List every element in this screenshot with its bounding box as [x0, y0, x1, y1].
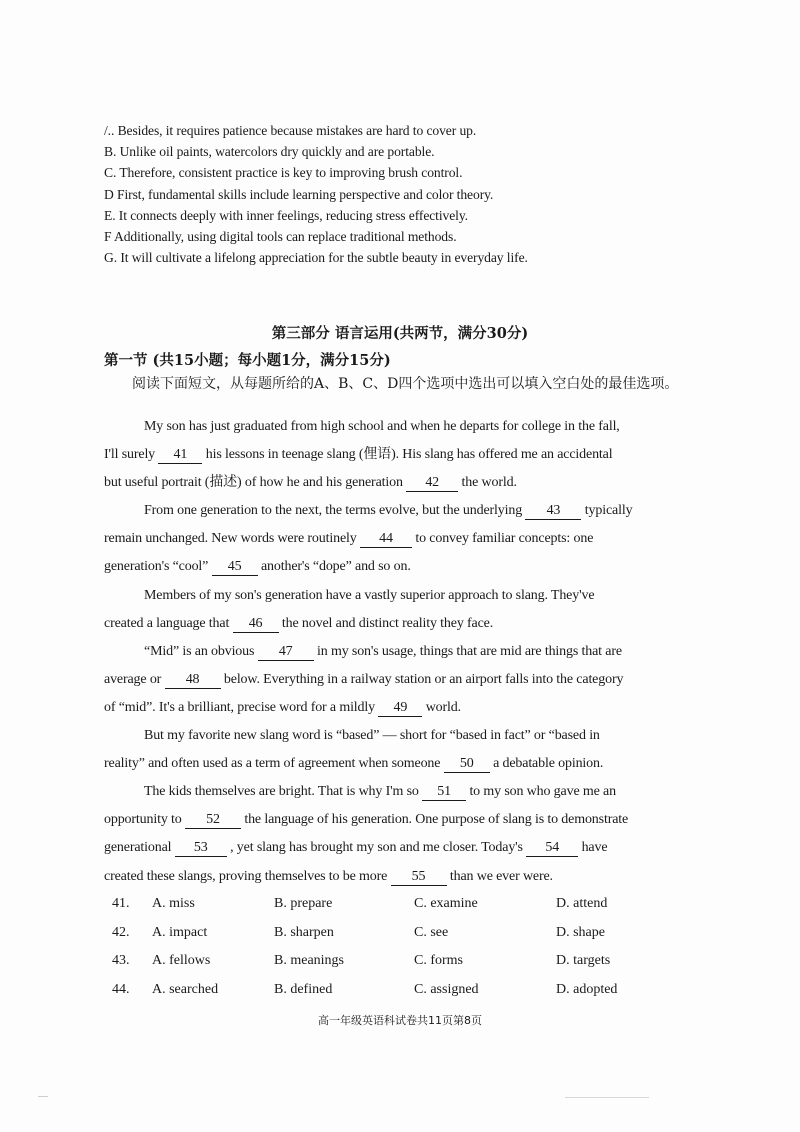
question-row — [112, 947, 672, 976]
passage-text: The kids themselves are bright. That is why I'm so — [144, 784, 419, 800]
blank-54[interactable]: 54 — [526, 840, 578, 857]
passage-line — [104, 497, 696, 525]
choice-d[interactable]: D. adopted — [556, 982, 618, 998]
choice-a[interactable]: A. miss — [152, 896, 195, 911]
choice-b[interactable]: B. prepare — [274, 896, 333, 911]
passage-text: generational — [104, 840, 172, 856]
blank-55[interactable]: 55 — [391, 869, 447, 886]
option-c: C. Therefore, consistent practice is key to improving brush control. — [104, 165, 463, 181]
blank-49[interactable]: 49 — [378, 700, 422, 717]
passage-text: remain unchanged. New words were routinely — [104, 531, 357, 547]
blank-47[interactable]: 47 — [258, 644, 314, 661]
passage-line — [104, 694, 696, 722]
subsection-title: 第一节 (共15小题；每小题1分，满分15分) — [104, 352, 391, 369]
section-title: 第三部分 语言运用(共两节，满分30分) — [271, 325, 529, 342]
choice-b[interactable]: B. defined — [274, 982, 333, 998]
passage-text: opportunity to — [104, 812, 182, 828]
question-number: 42. — [112, 924, 130, 940]
choice-d[interactable]: D. attend — [556, 896, 608, 911]
passage-line — [104, 469, 696, 497]
choice-b[interactable]: B. meanings — [274, 953, 344, 969]
passage-text: reality” and often used as a term of agreement when someone — [104, 756, 441, 772]
passage-text: have — [581, 840, 608, 856]
passage-line — [104, 525, 696, 553]
passage-text: below. Everything in a railway station or an airport falls into the category — [223, 671, 624, 687]
passage-line — [104, 610, 696, 638]
passage-text: another's “dope” and so on. — [260, 559, 411, 575]
passage-text: but useful portrait (描述) of how he and his generation — [104, 475, 403, 491]
passage-text: But my favorite new slang word is “based” — short for “based in fact” or “based in — [144, 728, 600, 744]
passage-line — [104, 834, 696, 862]
answer-options-list — [104, 120, 704, 268]
option-d: D First, fundamental skills include learning perspective and color theory. — [104, 186, 494, 202]
blank-42[interactable]: 42 — [406, 475, 458, 492]
cloze-passage — [104, 413, 696, 891]
choice-a[interactable]: A. searched — [152, 982, 219, 998]
passage-text: I'll surely — [104, 447, 156, 463]
passage-text: to my son who gave me an — [469, 784, 616, 800]
question-number: 41. — [112, 896, 130, 911]
passage-text: to convey familiar concepts: one — [415, 531, 594, 547]
question-number: 43. — [112, 953, 130, 969]
passage-line — [104, 553, 696, 581]
passage-text: Members of my son's generation have a vastly superior approach to slang. They've — [144, 587, 595, 603]
passage-text: the language of his generation. One purpose of slang is to demonstrate — [244, 812, 629, 828]
choice-c[interactable]: C. assigned — [414, 982, 479, 998]
passage-line — [104, 806, 696, 834]
question-row — [112, 976, 672, 1005]
question-row — [112, 919, 672, 948]
passage-text: in my son's usage, things that are mid are things that are — [317, 643, 622, 659]
blank-50[interactable]: 50 — [444, 756, 490, 773]
scan-mark — [38, 1096, 48, 1097]
blank-52[interactable]: 52 — [185, 812, 241, 829]
passage-line — [104, 413, 696, 441]
passage-text: created these slangs, proving themselves to be more — [104, 868, 388, 884]
passage-text: , yet slang has brought my son and me closer. Today's — [230, 840, 523, 856]
passage-line — [104, 441, 696, 469]
passage-text: My son has just graduated from high school and when he departs for college in the fall, — [144, 419, 620, 434]
choice-a[interactable]: A. impact — [152, 924, 208, 940]
blank-45[interactable]: 45 — [212, 559, 258, 576]
choice-d[interactable]: D. shape — [556, 924, 605, 940]
blank-41[interactable]: 41 — [158, 447, 202, 464]
passage-text: the novel and distinct reality they face. — [281, 615, 494, 631]
passage-text: a debatable opinion. — [493, 756, 604, 772]
question-row — [112, 890, 672, 919]
page-footer: 高一年级英语科试卷共11页第8页 — [318, 1014, 482, 1027]
passage-text: his lessons in teenage slang (俚语). His slang has offered me an accidental — [205, 447, 613, 463]
passage-line — [104, 750, 696, 778]
blank-53[interactable]: 53 — [175, 840, 227, 857]
passage-text: generation's “cool” — [104, 559, 209, 575]
passage-text: typically — [584, 503, 633, 519]
passage-text: of “mid”. It's a brilliant, precise word for a mildly — [104, 699, 375, 715]
question-number: 44. — [112, 982, 130, 998]
choice-c[interactable]: C. forms — [414, 953, 463, 969]
instruction-text: 阅读下面短文，从每题所给的A、B、C、D四个选项中选出可以填入空白处的最佳选项。 — [132, 376, 679, 392]
passage-line — [104, 722, 696, 750]
blank-44[interactable]: 44 — [360, 531, 412, 548]
option-b: B. Unlike oil paints, watercolors dry quickly and are portable. — [104, 144, 435, 160]
passage-line — [104, 778, 696, 806]
question-choices — [112, 890, 672, 1005]
blank-51[interactable]: 51 — [422, 784, 466, 801]
scan-mark — [565, 1097, 649, 1098]
passage-text: “Mid” is an obvious — [144, 643, 255, 659]
passage-text: world. — [425, 699, 461, 715]
option-g: G. It will cultivate a lifelong appreciation for the subtle beauty in everyday life. — [104, 250, 528, 266]
passage-line — [104, 582, 696, 610]
blank-48[interactable]: 48 — [165, 672, 221, 689]
passage-line — [104, 638, 696, 666]
choice-c[interactable]: C. examine — [414, 896, 478, 911]
choice-b[interactable]: B. sharpen — [274, 924, 334, 940]
passage-text: average or — [104, 671, 162, 687]
choice-d[interactable]: D. targets — [556, 953, 611, 969]
passage-text: created a language that — [104, 615, 230, 631]
option-e: E. It connects deeply with inner feelings, reducing stress effectively. — [104, 207, 468, 223]
option-f: F Additionally, using digital tools can replace traditional methods. — [104, 228, 457, 244]
passage-text: the world. — [461, 475, 517, 491]
passage-text: than we ever were. — [449, 868, 553, 884]
passage-line — [104, 666, 696, 694]
choice-c[interactable]: C. see — [414, 924, 449, 940]
passage-text: From one generation to the next, the terms evolve, but the underlying — [144, 503, 523, 519]
option-a: /.. Besides, it requires patience because mistakes are hard to cover up. — [104, 123, 477, 138]
passage-line — [104, 863, 696, 891]
blank-43[interactable]: 43 — [525, 503, 581, 520]
choice-a[interactable]: A. fellows — [152, 953, 211, 969]
blank-46[interactable]: 46 — [233, 616, 279, 633]
